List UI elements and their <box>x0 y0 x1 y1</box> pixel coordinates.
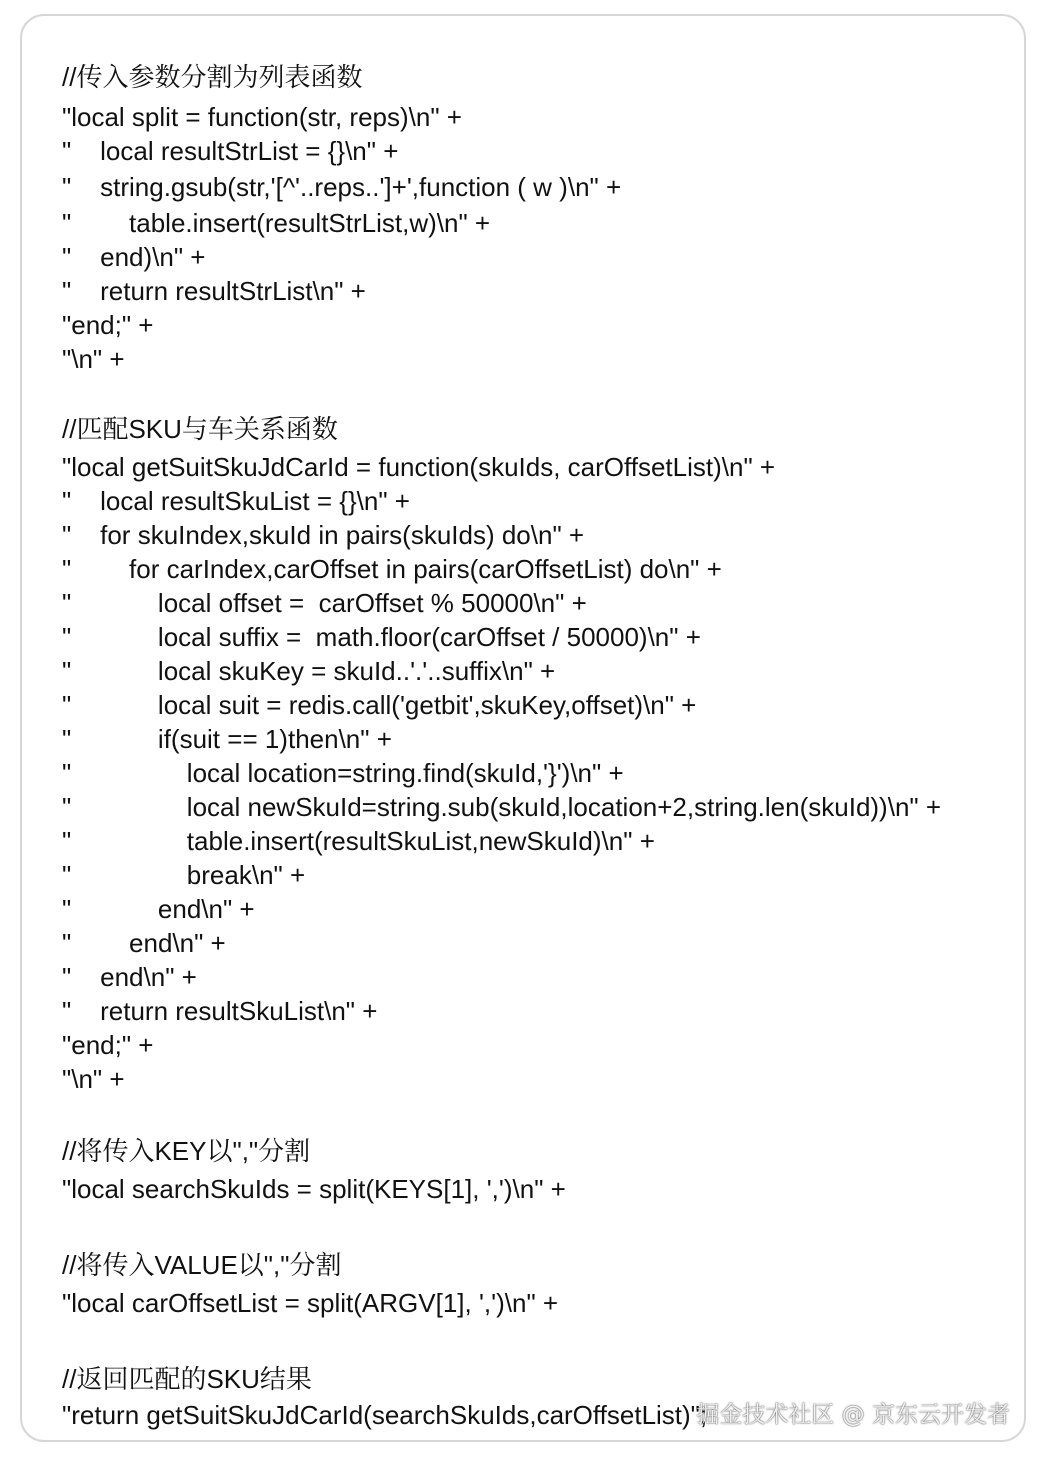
code-line: " for skuIndex,skuId in pairs(skuIds) do\n" + <box>62 520 585 550</box>
code-line: " local location=string.find(skuId,'}')\n" + <box>62 758 624 788</box>
code-line: " end)\n" + <box>62 242 206 272</box>
code-line: "local split = function(str, reps)\n" + <box>62 102 462 132</box>
code-line: " local skuKey = skuId..'.'..suffix\n" + <box>62 656 556 686</box>
code-line: " if(suit == 1)then\n" + <box>62 724 392 754</box>
code-line: " break\n" + <box>62 860 306 890</box>
code-card <box>20 14 1026 1442</box>
code-line: //将传入VALUE以","分割 <box>62 1250 342 1280</box>
code-line: " local newSkuId=string.sub(skuId,location+2,string.len(skuId))\n" + <box>62 792 942 822</box>
code-line: //传入参数分割为列表函数 <box>62 62 363 92</box>
code-line: "local searchSkuIds = split(KEYS[1], ',')\n" + <box>62 1174 566 1204</box>
code-line: "return getSuitSkuJdCarId(searchSkuIds,carOffsetList)"; <box>62 1400 708 1430</box>
code-line: " local suffix = math.floor(carOffset / 50000)\n" + <box>62 622 701 652</box>
code-line: //匹配SKU与车关系函数 <box>62 414 338 444</box>
code-line: "\n" + <box>62 1064 125 1094</box>
code-line: " return resultSkuList\n" + <box>62 996 378 1026</box>
code-line: "end;" + <box>62 1030 154 1060</box>
code-line: " table.insert(resultStrList,w)\n" + <box>62 208 491 238</box>
code-line: " end\n" + <box>62 962 197 992</box>
code-line: "\n" + <box>62 344 125 374</box>
code-line: //返回匹配的SKU结果 <box>62 1364 312 1394</box>
code-line: " table.insert(resultSkuList,newSkuId)\n" + <box>62 826 655 856</box>
code-line: "local carOffsetList = split(ARGV[1], ',')\n" + <box>62 1288 559 1318</box>
code-line: //将传入KEY以","分割 <box>62 1136 311 1166</box>
code-line: " end\n" + <box>62 894 255 924</box>
code-line: " local resultStrList = {}\n" + <box>62 136 399 166</box>
watermark: 掘金技术社区 @ 京东云开发者 <box>696 1402 1010 1428</box>
code-block <box>22 16 1024 1440</box>
code-line: " return resultStrList\n" + <box>62 276 366 306</box>
code-line: "end;" + <box>62 310 154 340</box>
code-line: " local offset = carOffset % 50000\n" + <box>62 588 587 618</box>
code-line: "local getSuitSkuJdCarId = function(skuIds, carOffsetList)\n" + <box>62 452 776 482</box>
code-line: " end\n" + <box>62 928 226 958</box>
code-line: " local resultSkuList = {}\n" + <box>62 486 410 516</box>
code-line: " local suit = redis.call('getbit',skuKey,offset)\n" + <box>62 690 697 720</box>
code-line: " for carIndex,carOffset in pairs(carOffsetList) do\n" + <box>62 554 722 584</box>
code-line: " string.gsub(str,'[^'..reps..']+',function ( w )\n" + <box>62 172 622 202</box>
